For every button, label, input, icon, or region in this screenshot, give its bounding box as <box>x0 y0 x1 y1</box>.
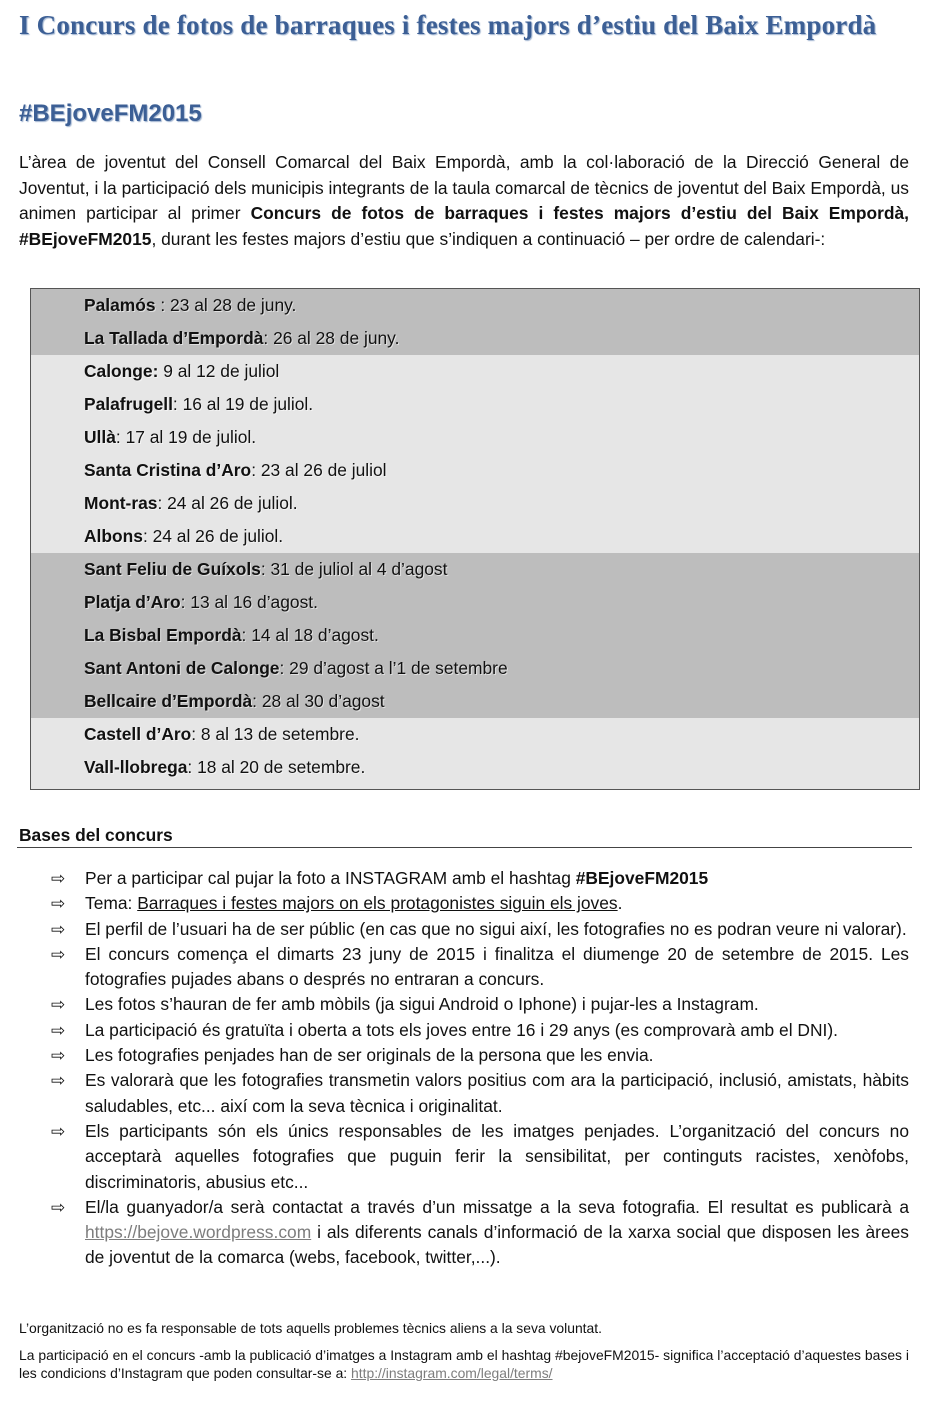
calendar-row <box>31 388 919 421</box>
calendar-row <box>31 289 919 322</box>
festival-calendar <box>30 288 920 790</box>
calendar-place: Vall-llobrega <box>84 757 188 777</box>
rule-text: Es valorarà que les fotografies transmetin valors positius com ara la participació, inclusió, amistats, hàbits saludables, etc... així com la seva tècnica i originalitat. <box>85 1070 909 1116</box>
rule-theme: Barraques i festes majors on els protagonistes siguin els joves <box>137 893 618 914</box>
rule-text: Els participants són els únics responsables de les imatges penjades. L’organització del concurs no acceptarà aquelles fotografies que puguin ferir la sensibilitat, per continguts racistes, xenòfobs, discriminatoris, abusius etc... <box>85 1120 909 1192</box>
rule-text: Per a participar cal pujar la foto a INSTAGRAM amb el hashtag <box>85 868 576 888</box>
section-divider <box>17 847 912 848</box>
calendar-dates: : 18 al 20 de setembre. <box>187 757 366 777</box>
terms-paragraph <box>19 1346 909 1382</box>
double-right-arrow-icon: ⇨ <box>51 1121 66 1141</box>
disclaimer-text: L’organització no es fa responsable de tots aquells problemes tècnics aliens a la seva voluntat. <box>19 1320 602 1336</box>
intro-text-1: L’àrea de joventut del Consell Comarcal del Baix Empordà, amb la col·laboració de la Direcció General de Joventut, i la participació dels municipis integrants de la taula comarcal de tècnics de joventut del Baix Empordà, us animen participar al primer <box>19 152 909 223</box>
calendar-place: Sant Antoni de Calonge <box>84 658 280 678</box>
calendar-place: Bellcaire d’Empordà <box>84 691 253 711</box>
calendar-dates: : 16 al 19 de juliol. <box>172 394 314 414</box>
calendar-place: Palamós <box>84 295 156 315</box>
calendar-place: Sant Feliu de Guíxols <box>84 559 261 579</box>
rule-text: El concurs comença el dimarts 23 juny de 2015 i finalitza el diumenge 20 de setembre de 2015. Les fotografies pujades abans o després no entraran a concurs. <box>85 943 909 990</box>
rule-hashtag: #BEjoveFM2015 <box>575 868 709 888</box>
calendar-row <box>31 586 919 619</box>
calendar-dates: : 13 al 16 d’agost. <box>180 592 318 612</box>
instagram-terms-link[interactable]: http://instagram.com/legal/terms/ <box>351 1365 553 1381</box>
double-right-arrow-icon: ⇨ <box>51 869 66 888</box>
calendar-dates: : 31 de juliol al 4 d’agost <box>260 559 448 579</box>
calendar-row <box>31 487 919 520</box>
calendar-place: Castell d’Aro <box>84 724 192 744</box>
rule-text: La participació és gratuïta i oberta a tots els joves entre 16 i 29 anys (es comprovarà amb el DNI). <box>85 1019 838 1040</box>
calendar-row <box>31 652 919 685</box>
calendar-dates: : 23 al 28 de juny. <box>155 295 297 315</box>
calendar-row <box>31 553 919 586</box>
calendar-dates: 9 al 12 de juliol <box>158 361 280 381</box>
calendar-dates: : 17 al 19 de juliol. <box>115 427 257 447</box>
calendar-dates: : 26 al 28 de juny. <box>263 328 400 348</box>
calendar-dates: : 24 al 26 de juliol. <box>142 526 284 546</box>
list-item <box>0 1119 909 1195</box>
double-right-arrow-icon: ⇨ <box>51 1071 66 1091</box>
hashtag-heading: #BEjoveFM2015 <box>19 100 202 127</box>
calendar-place: La Tallada d’Empordà <box>84 328 264 348</box>
calendar-row <box>31 718 919 751</box>
rule-text: Les fotos s’hauran de fer amb mòbils (ja sigui Android o Iphone) i pujar-les a Instagram. <box>85 994 759 1015</box>
calendar-place: Mont-ras <box>84 493 158 513</box>
intro-paragraph <box>19 150 909 252</box>
calendar-place: Santa Cristina d’Aro <box>84 460 252 480</box>
page-title: I Concurs de fotos de barraques i festes majors d’estiu del Baix Empordà <box>19 10 877 40</box>
bejove-link[interactable]: https://bejove.wordpress.com <box>85 1222 312 1243</box>
double-right-arrow-icon: ⇨ <box>51 894 66 914</box>
calendar-dates: : 23 al 26 de juliol <box>251 460 387 480</box>
calendar-row <box>31 421 919 454</box>
list-item <box>0 1043 909 1068</box>
calendar-place: Albons <box>84 526 143 546</box>
terms-text: La participació en el concurs -amb la publicació d’imatges a Instagram amb el hashtag #bejoveFM2015- significa l’acceptació d’aquestes bases i les condicions d’Instagram que poden consultar-se a: <box>19 1347 909 1381</box>
intro-contest-name: Concurs de fotos de barraques i festes majors d’estiu del Baix Empordà, #BEjoveFM2015 <box>19 203 910 249</box>
calendar-place: Palafrugell <box>84 394 173 414</box>
calendar-row <box>31 685 919 718</box>
list-item <box>0 917 909 942</box>
calendar-dates: : 28 al 30 d’agost <box>252 691 385 711</box>
calendar-dates: : 24 al 26 de juliol. <box>157 493 298 513</box>
calendar-place: Platja d’Aro <box>84 592 181 612</box>
calendar-place: La Bisbal Empordà <box>84 625 242 645</box>
calendar-place: Calonge: <box>84 361 159 381</box>
calendar-row <box>31 520 919 553</box>
calendar-row <box>31 619 919 652</box>
list-item <box>0 992 909 1017</box>
rule-text: Tema: <box>85 893 138 914</box>
calendar-row <box>31 751 919 784</box>
rule-text: Les fotografies penjades han de ser originals de la persona que les envia. <box>85 1045 654 1066</box>
intro-text-2: , durant les festes majors d’estiu que s’indiquen a continuació – per ordre de calendari-: <box>151 228 826 249</box>
bases-title: Bases del concurs <box>19 825 173 845</box>
rule-text: El perfil de l’usuari ha de ser públic (en cas que no sigui així, les fotografies no es podran veure ni valorar). <box>85 918 907 939</box>
list-item <box>0 1195 909 1271</box>
list-item <box>0 891 909 916</box>
rule-text: El/la guanyador/a serà contactat a través d’un missatge a la seva fotografia. El resultat es publicarà a <box>85 1196 909 1217</box>
double-right-arrow-icon: ⇨ <box>51 1046 66 1066</box>
double-right-arrow-icon: ⇨ <box>51 1197 66 1217</box>
calendar-row <box>31 322 919 355</box>
calendar-dates: : 8 al 13 de setembre. <box>191 724 360 744</box>
calendar-row <box>31 454 919 487</box>
list-item <box>0 1018 909 1043</box>
calendar-place: Ullà <box>84 427 116 447</box>
double-right-arrow-icon: ⇨ <box>51 919 66 939</box>
double-right-arrow-icon: ⇨ <box>51 1020 66 1040</box>
list-item <box>0 942 909 993</box>
rule-text: i als diferents canals d’informació de la xarxa social que disposen les àrees de joventut de la comarca (webs, facebook, twitter,...). <box>85 1222 909 1268</box>
list-item <box>0 1068 909 1119</box>
calendar-row <box>31 355 919 388</box>
rules-list <box>0 866 945 1271</box>
list-item <box>0 866 909 891</box>
rule-text: . <box>617 893 623 914</box>
calendar-dates: : 14 al 18 d’agost. <box>241 625 379 645</box>
double-right-arrow-icon: ⇨ <box>51 944 66 964</box>
calendar-dates: : 29 d’agost a l’1 de setembre <box>279 658 508 678</box>
double-right-arrow-icon: ⇨ <box>51 995 66 1015</box>
